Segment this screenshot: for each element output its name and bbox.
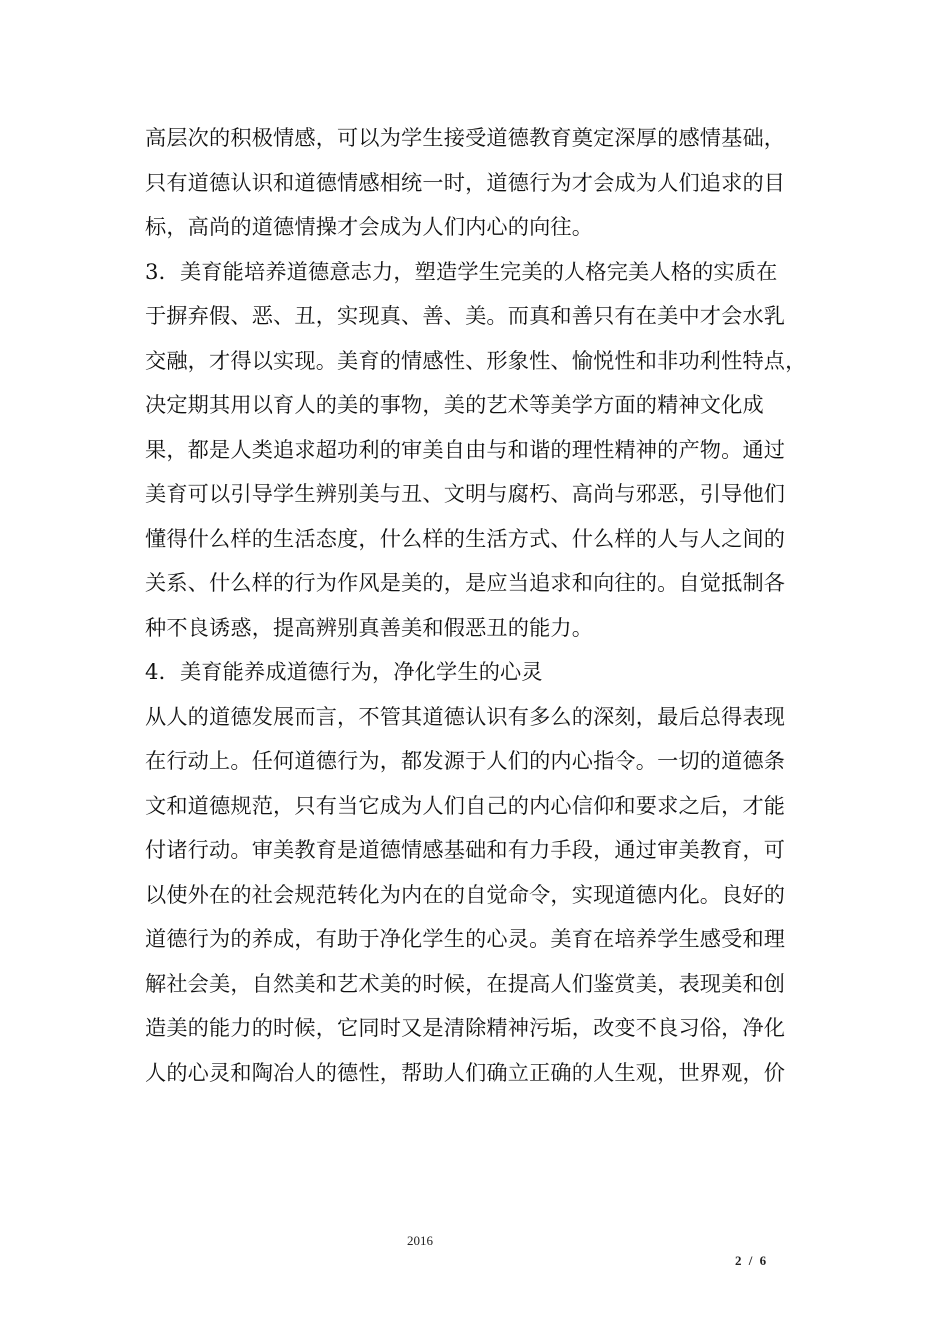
body-line: 在行动上。任何道德行为，都发源于人们的内心指令。一切的道德条 [145,748,786,773]
section-heading-4: 4．美育能养成道德行为，净化学生的心灵 [145,659,543,684]
body-line: 种不良诱惑，提高辨别真善美和假恶丑的能力。 [145,614,594,640]
body-line: 交融，才得以实现。美育的情感性、形象性、愉悦性和非功利性特点， [145,347,807,373]
page-number: 2 / 6 [735,1253,769,1268]
body-line: 高层次的积极情感，可以为学生接受道德教育奠定深厚的感情基础， [145,125,786,150]
body-line: 文和道德规范，只有当它成为人们自己的内心信仰和要求之后，才能 [145,792,786,818]
body-line: 造美的能力的时候，它同时又是清除精神污垢，改变不良习俗，净化 [145,1015,786,1040]
body-line: 付诸行动。审美教育是道德情感基础和有力手段，通过审美教育，可 [145,837,786,862]
body-line: 只有道德认识和道德情感相统一时，道德行为才会成为人们追求的目 [145,169,786,195]
body-line: 果，都是人类追求超功利的审美自由与和谐的理性精神的产物。通过 [145,436,786,462]
body-line: 以使外在的社会规范转化为内在的自觉命令，实现道德内化。良好的 [145,881,786,907]
body-line: 关系、什么样的行为作风是美的，是应当追求和向往的。自觉抵制各 [145,570,786,595]
body-line: 人的心灵和陶冶人的德性，帮助人们确立正确的人生观，世界观，价 [145,1059,786,1085]
body-line: 于摒弃假、恶、丑，实现真、善、美。而真和善只有在美中才会水乳 [145,303,786,328]
body-line: 懂得什么样的生活态度，什么样的生活方式、什么样的人与人之间的 [145,525,786,551]
body-line: 道德行为的养成，有助于净化学生的心灵。美育在培养学生感受和理 [145,926,786,951]
body-line: 美育可以引导学生辨别美与丑、文明与腐朽、高尚与邪恶，引导他们 [145,481,786,506]
body-line: 解社会美，自然美和艺术美的时候，在提高人们鉴赏美，表现美和创 [145,970,786,996]
body-line: 决定期其用以育人的美的事物，美的艺术等美学方面的精神文化成 [145,392,764,417]
body-line: 从人的道德发展而言，不管其道德认识有多么的深刻，最后总得表现 [145,703,786,729]
footer-year: 2016 [407,1233,433,1248]
document-body [145,116,810,1095]
body-line: 标，高尚的道德情操才会成为人们内心的向往。 [145,214,594,239]
section-heading-3: 3．美育能培养道德意志力，塑造学生完美的人格完美人格的实质在 [145,258,778,284]
